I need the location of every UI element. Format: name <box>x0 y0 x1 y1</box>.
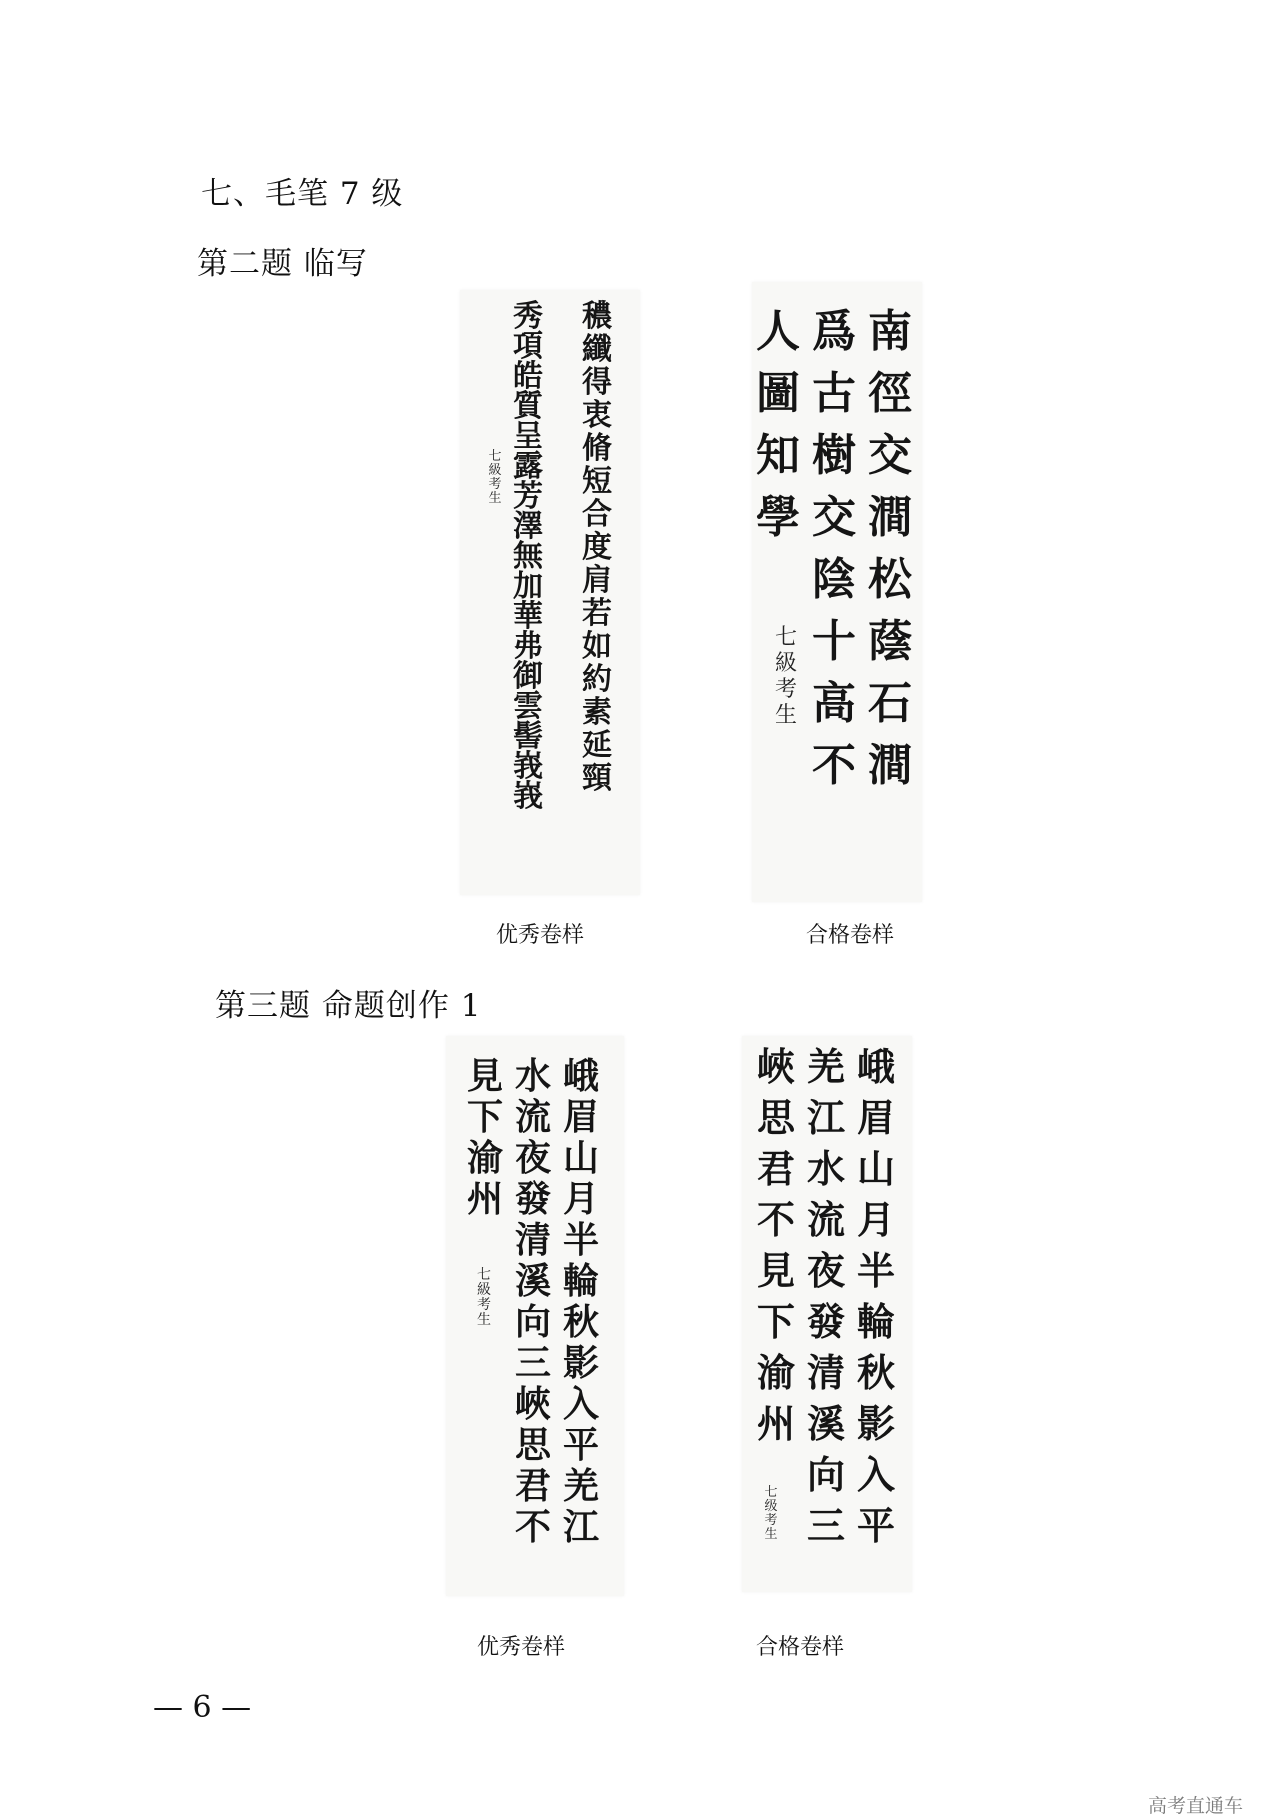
calligraphy-character: 生 <box>764 1527 778 1542</box>
calligraphy-character: 秀 <box>513 299 543 334</box>
q3-excellent-scroll <box>446 1036 624 1596</box>
calligraphy-character: 圖 <box>756 368 800 419</box>
calligraphy-character: 山 <box>856 1146 895 1191</box>
calligraphy-character: 脩 <box>582 431 612 466</box>
calligraphy-character: 知 <box>756 430 800 481</box>
calligraphy-character: 延 <box>582 728 612 763</box>
calligraphy-character: 江 <box>806 1095 845 1140</box>
calligraphy-character: 渝 <box>756 1350 795 1395</box>
calligraphy-character: 高 <box>812 678 856 729</box>
q3-excellent-caption: 优秀卷样 <box>477 1635 566 1660</box>
calligraphy-character: 平 <box>562 1424 599 1466</box>
calligraphy-character: 夜 <box>806 1248 845 1293</box>
calligraphy-character: 十 <box>812 616 856 667</box>
calligraphy-character: 半 <box>856 1248 895 1293</box>
calligraphy-character: 秋 <box>562 1301 599 1343</box>
calligraphy-character: 峽 <box>756 1044 795 1089</box>
calligraphy-character: 水 <box>806 1146 845 1191</box>
calligraphy-character: 渝 <box>466 1137 503 1179</box>
calligraphy-character: 峩 <box>513 749 543 784</box>
calligraphy-character: 松 <box>868 554 912 605</box>
calligraphy-character: 月 <box>562 1178 599 1220</box>
q2-pass-scroll <box>752 282 922 902</box>
calligraphy-character: 學 <box>756 492 800 543</box>
calligraphy-character: 素 <box>582 695 612 730</box>
calligraphy-character: 級 <box>477 1282 491 1298</box>
calligraphy-character: 華 <box>513 599 543 634</box>
q3-excellent-column-1 <box>558 1055 604 1550</box>
q2-pass-column-3 <box>752 306 804 558</box>
calligraphy-character: 級 <box>774 651 797 676</box>
calligraphy-character: 生 <box>488 491 502 506</box>
calligraphy-character: 君 <box>756 1146 795 1191</box>
calligraphy-character: 峽 <box>514 1383 551 1425</box>
q2-pass-signature <box>772 627 800 731</box>
q3-pass-column-2 <box>802 1044 850 1558</box>
q3-pass-column-1 <box>852 1044 900 1558</box>
q2-excellent-column-1 <box>575 299 619 797</box>
calligraphy-character: 若 <box>582 596 612 631</box>
calligraphy-character: 弗 <box>513 629 543 664</box>
q2-excellent-column-2 <box>506 299 550 814</box>
calligraphy-character: 半 <box>562 1219 599 1261</box>
section-heading: 七、毛笔 7 级 <box>201 176 404 212</box>
calligraphy-character: 三 <box>514 1342 551 1384</box>
calligraphy-character: 見 <box>466 1055 503 1097</box>
calligraphy-character: 不 <box>514 1506 551 1548</box>
calligraphy-character: 纖 <box>582 332 612 367</box>
q2-excellent-signature <box>485 450 505 506</box>
calligraphy-character: 水 <box>514 1055 551 1097</box>
calligraphy-character: 溪 <box>514 1260 551 1302</box>
watermark-logo: 高考直通车 <box>1148 1795 1244 1817</box>
calligraphy-character: 項 <box>513 329 543 364</box>
calligraphy-character: 向 <box>806 1452 845 1497</box>
calligraphy-character: 御 <box>513 659 543 694</box>
calligraphy-character: 南 <box>868 306 912 357</box>
calligraphy-character: 考 <box>477 1297 491 1313</box>
calligraphy-character: 羌 <box>806 1044 845 1089</box>
calligraphy-character: 生 <box>477 1312 491 1328</box>
calligraphy-character: 澗 <box>868 492 912 543</box>
calligraphy-character: 七 <box>774 625 797 650</box>
q2-title: 第二题 临写 <box>197 246 368 282</box>
calligraphy-character: 君 <box>514 1465 551 1507</box>
calligraphy-character: 爲 <box>812 306 856 357</box>
calligraphy-character: 穠 <box>582 299 612 334</box>
calligraphy-character: 蔭 <box>868 616 912 667</box>
calligraphy-character: 短 <box>582 464 612 499</box>
calligraphy-character: 三 <box>806 1503 845 1548</box>
calligraphy-character: 级 <box>764 1499 778 1514</box>
page-number: — 6 — <box>153 1690 252 1725</box>
calligraphy-character: 州 <box>466 1178 503 1220</box>
calligraphy-character: 約 <box>582 662 612 697</box>
calligraphy-character: 徑 <box>868 368 912 419</box>
calligraphy-character: 秋 <box>856 1350 895 1395</box>
calligraphy-character: 下 <box>756 1299 795 1344</box>
calligraphy-character: 加 <box>513 569 543 604</box>
q3-title: 第三题 命题创作 1 <box>215 988 482 1024</box>
calligraphy-character: 輪 <box>856 1299 895 1344</box>
calligraphy-character: 夜 <box>514 1137 551 1179</box>
calligraphy-character: 石 <box>868 678 912 729</box>
q3-pass-caption: 合格卷样 <box>756 1635 845 1660</box>
calligraphy-character: 見 <box>756 1248 795 1293</box>
calligraphy-character: 頸 <box>582 761 612 796</box>
q3-excellent-signature <box>474 1268 494 1328</box>
q3-pass-scroll <box>742 1036 912 1592</box>
calligraphy-character: 影 <box>856 1401 895 1446</box>
calligraphy-character: 考 <box>764 1513 778 1528</box>
calligraphy-character: 發 <box>806 1299 845 1344</box>
calligraphy-character: 澤 <box>513 509 543 544</box>
calligraphy-character: 交 <box>812 492 856 543</box>
calligraphy-character: 向 <box>514 1301 551 1343</box>
calligraphy-character: 羌 <box>562 1465 599 1507</box>
calligraphy-character: 髻 <box>513 719 543 754</box>
calligraphy-character: 七 <box>764 1485 778 1500</box>
calligraphy-character: 清 <box>514 1219 551 1261</box>
calligraphy-character: 入 <box>856 1452 895 1497</box>
calligraphy-character: 下 <box>466 1096 503 1138</box>
calligraphy-character: 七 <box>477 1267 491 1283</box>
calligraphy-character: 不 <box>756 1197 795 1242</box>
calligraphy-character: 州 <box>756 1401 795 1446</box>
calligraphy-character: 如 <box>582 629 612 664</box>
calligraphy-character: 級 <box>488 463 502 478</box>
calligraphy-character: 人 <box>756 306 800 357</box>
calligraphy-character: 交 <box>868 430 912 481</box>
q2-pass-caption: 合格卷样 <box>806 923 895 948</box>
calligraphy-character: 峨 <box>856 1044 895 1089</box>
q2-pass-column-2 <box>808 306 860 806</box>
calligraphy-character: 芳 <box>513 479 543 514</box>
calligraphy-character: 眉 <box>562 1096 599 1138</box>
calligraphy-character: 流 <box>514 1096 551 1138</box>
calligraphy-character: 發 <box>514 1178 551 1220</box>
calligraphy-character: 思 <box>756 1095 795 1140</box>
q2-excellent-caption: 优秀卷样 <box>496 923 585 948</box>
calligraphy-character: 肩 <box>582 563 612 598</box>
calligraphy-character: 峩 <box>513 779 543 814</box>
calligraphy-character: 古 <box>812 368 856 419</box>
calligraphy-character: 入 <box>562 1383 599 1425</box>
calligraphy-character: 溪 <box>806 1401 845 1446</box>
calligraphy-character: 呈 <box>513 419 543 454</box>
calligraphy-character: 峨 <box>562 1055 599 1097</box>
calligraphy-character: 露 <box>513 449 543 484</box>
calligraphy-character: 樹 <box>812 430 856 481</box>
q2-pass-column-1 <box>864 306 916 806</box>
calligraphy-character: 七 <box>488 449 502 464</box>
q3-pass-column-3 <box>752 1044 800 1456</box>
calligraphy-character: 思 <box>514 1424 551 1466</box>
calligraphy-character: 影 <box>562 1342 599 1384</box>
calligraphy-character: 流 <box>806 1197 845 1242</box>
q3-excellent-column-2 <box>510 1055 556 1550</box>
calligraphy-character: 度 <box>582 530 612 565</box>
calligraphy-character: 山 <box>562 1137 599 1179</box>
calligraphy-character: 清 <box>806 1350 845 1395</box>
calligraphy-character: 雲 <box>513 689 543 724</box>
calligraphy-character: 考 <box>774 677 797 702</box>
calligraphy-character: 輪 <box>562 1260 599 1302</box>
calligraphy-character: 考 <box>488 477 502 492</box>
calligraphy-character: 衷 <box>582 398 612 433</box>
q3-excellent-column-3 <box>462 1055 508 1222</box>
calligraphy-character: 平 <box>856 1503 895 1548</box>
calligraphy-character: 合 <box>582 497 612 532</box>
calligraphy-character: 不 <box>812 740 856 791</box>
calligraphy-character: 質 <box>513 389 543 424</box>
q2-excellent-scroll <box>460 290 640 895</box>
calligraphy-character: 陰 <box>812 554 856 605</box>
calligraphy-character: 得 <box>582 365 612 400</box>
calligraphy-character: 江 <box>562 1506 599 1548</box>
calligraphy-character: 生 <box>774 703 797 728</box>
calligraphy-character: 皓 <box>513 359 543 394</box>
q3-pass-signature <box>762 1486 780 1542</box>
calligraphy-character: 月 <box>856 1197 895 1242</box>
calligraphy-character: 眉 <box>856 1095 895 1140</box>
calligraphy-character: 澗 <box>868 740 912 791</box>
calligraphy-character: 無 <box>513 539 543 574</box>
